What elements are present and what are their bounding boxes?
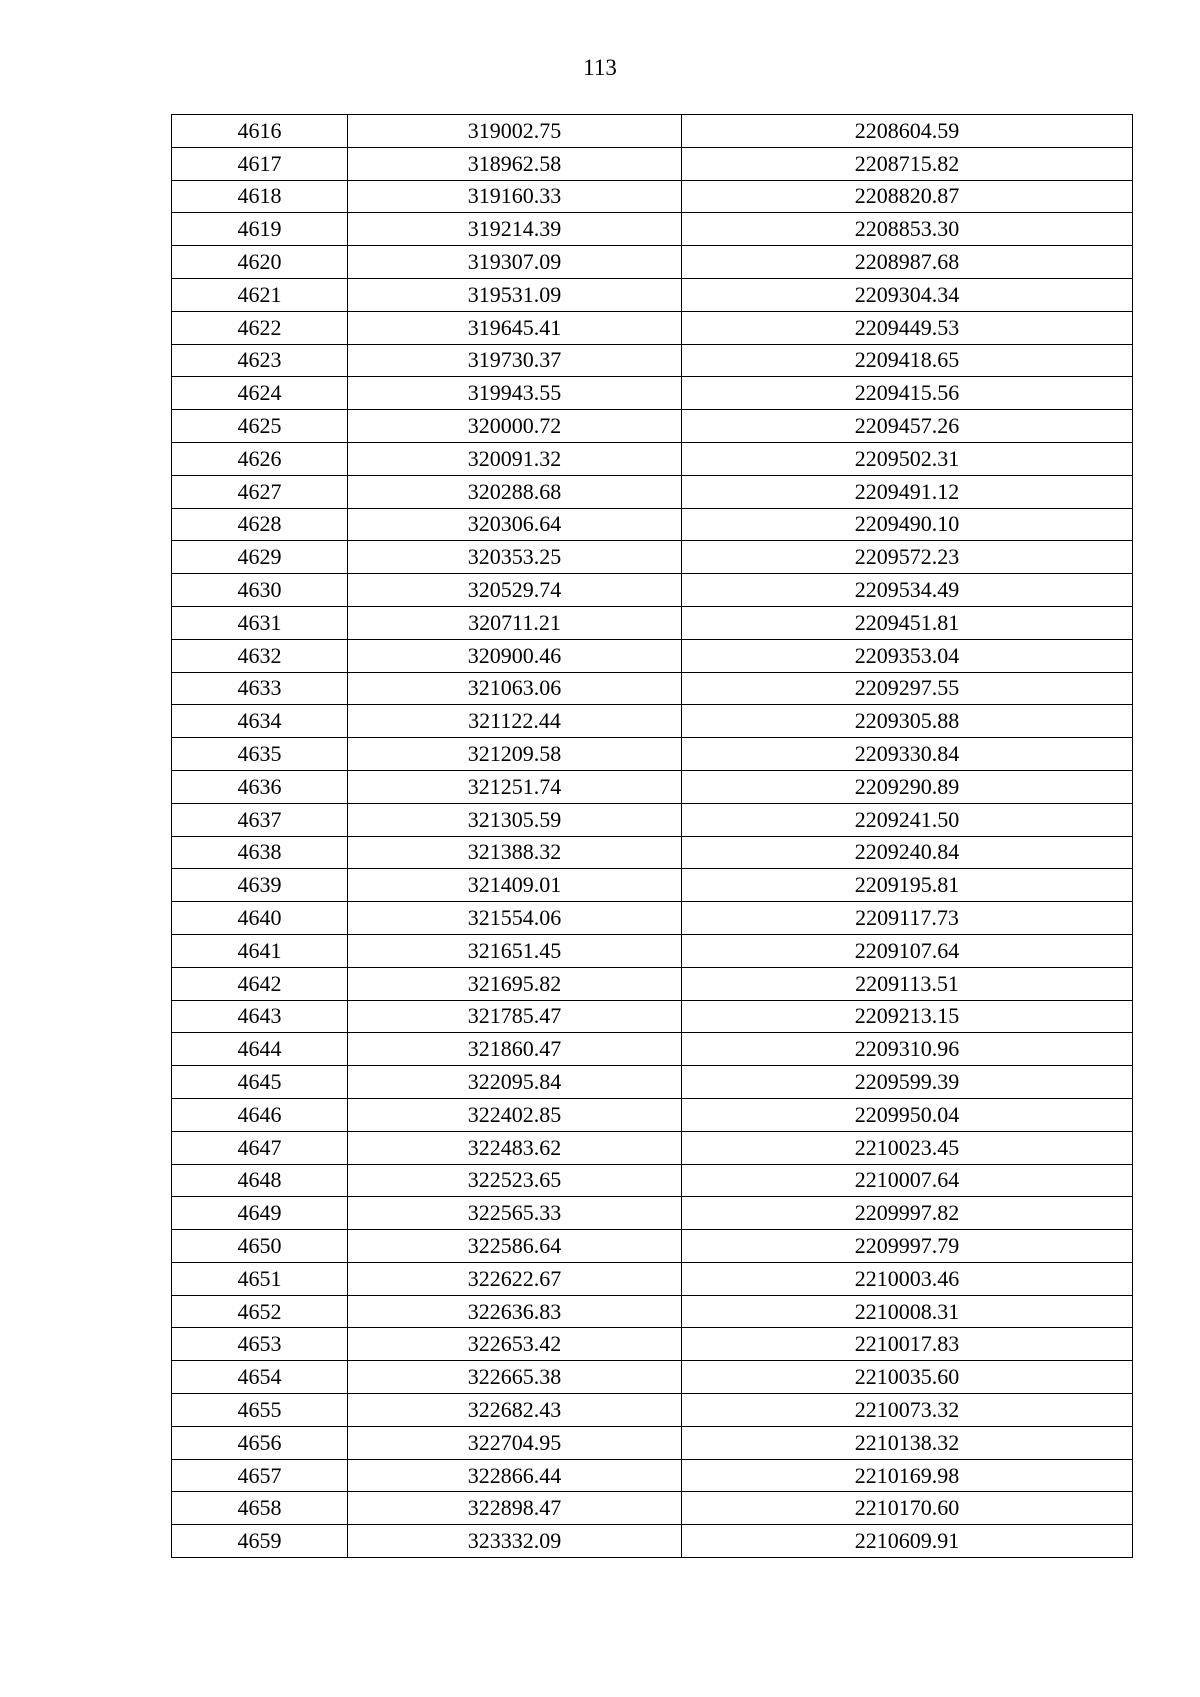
x-coordinate-cell: 320529.74 [348,574,682,607]
y-coordinate-cell: 2210073.32 [682,1394,1133,1427]
x-coordinate-cell: 321251.74 [348,770,682,803]
y-coordinate-cell: 2209107.64 [682,934,1133,967]
table-row [172,1328,1133,1361]
table-row [172,1361,1133,1394]
table-row [172,147,1133,180]
page-number: 113 [583,55,617,80]
table-row [172,738,1133,771]
x-coordinate-cell: 321063.06 [348,672,682,705]
point-number-cell: 4647 [172,1131,348,1164]
point-number-cell: 4651 [172,1262,348,1295]
table-row [172,1197,1133,1230]
x-coordinate-cell: 320353.25 [348,541,682,574]
point-number-cell: 4641 [172,934,348,967]
table-row [172,934,1133,967]
point-number-cell: 4631 [172,606,348,639]
table-row [172,574,1133,607]
table-row [172,508,1133,541]
point-number-cell: 4617 [172,147,348,180]
point-number-cell: 4652 [172,1295,348,1328]
point-number-cell: 4638 [172,836,348,869]
point-number-cell: 4657 [172,1459,348,1492]
point-number-cell: 4635 [172,738,348,771]
table-row [172,180,1133,213]
y-coordinate-cell: 2209491.12 [682,475,1133,508]
x-coordinate-cell: 321409.01 [348,869,682,902]
x-coordinate-cell: 318962.58 [348,147,682,180]
point-number-cell: 4624 [172,377,348,410]
table-row [172,869,1133,902]
point-number-cell: 4645 [172,1066,348,1099]
point-number-cell: 4629 [172,541,348,574]
y-coordinate-cell: 2210003.46 [682,1262,1133,1295]
point-number-cell: 4630 [172,574,348,607]
y-coordinate-cell: 2210609.91 [682,1525,1133,1558]
point-number-cell: 4633 [172,672,348,705]
table-row [172,803,1133,836]
y-coordinate-cell: 2210007.64 [682,1164,1133,1197]
y-coordinate-cell: 2209213.15 [682,1000,1133,1033]
table-row [172,246,1133,279]
x-coordinate-cell: 319214.39 [348,213,682,246]
y-coordinate-cell: 2208604.59 [682,115,1133,148]
y-coordinate-cell: 2209305.88 [682,705,1133,738]
y-coordinate-cell: 2209330.84 [682,738,1133,771]
y-coordinate-cell: 2209304.34 [682,278,1133,311]
point-number-cell: 4639 [172,869,348,902]
y-coordinate-cell: 2210023.45 [682,1131,1133,1164]
y-coordinate-cell: 2209290.89 [682,770,1133,803]
coordinates-table-body [172,115,1133,1558]
y-coordinate-cell: 2210035.60 [682,1361,1133,1394]
x-coordinate-cell: 320288.68 [348,475,682,508]
table-row [172,1426,1133,1459]
x-coordinate-cell: 322898.47 [348,1492,682,1525]
point-number-cell: 4623 [172,344,348,377]
y-coordinate-cell: 2209353.04 [682,639,1133,672]
point-number-cell: 4622 [172,311,348,344]
x-coordinate-cell: 321695.82 [348,967,682,1000]
table-row [172,1525,1133,1558]
y-coordinate-cell: 2210169.98 [682,1459,1133,1492]
x-coordinate-cell: 320306.64 [348,508,682,541]
y-coordinate-cell: 2208820.87 [682,180,1133,213]
y-coordinate-cell: 2209997.79 [682,1230,1133,1263]
x-coordinate-cell: 319645.41 [348,311,682,344]
table-row [172,770,1133,803]
table-row [172,410,1133,443]
table-row [172,672,1133,705]
y-coordinate-cell: 2209997.82 [682,1197,1133,1230]
table-row [172,902,1133,935]
x-coordinate-cell: 322402.85 [348,1098,682,1131]
y-coordinate-cell: 2209950.04 [682,1098,1133,1131]
table-row [172,967,1133,1000]
table-row [172,344,1133,377]
point-number-cell: 4653 [172,1328,348,1361]
point-number-cell: 4650 [172,1230,348,1263]
table-row [172,836,1133,869]
point-number-cell: 4627 [172,475,348,508]
x-coordinate-cell: 322704.95 [348,1426,682,1459]
y-coordinate-cell: 2209502.31 [682,442,1133,475]
x-coordinate-cell: 320900.46 [348,639,682,672]
table-row [172,213,1133,246]
point-number-cell: 4618 [172,180,348,213]
point-number-cell: 4632 [172,639,348,672]
point-number-cell: 4640 [172,902,348,935]
table-row [172,1000,1133,1033]
point-number-cell: 4621 [172,278,348,311]
x-coordinate-cell: 321651.45 [348,934,682,967]
y-coordinate-cell: 2209490.10 [682,508,1133,541]
point-number-cell: 4636 [172,770,348,803]
table-row [172,1459,1133,1492]
table-row [172,639,1133,672]
point-number-cell: 4649 [172,1197,348,1230]
point-number-cell: 4626 [172,442,348,475]
y-coordinate-cell: 2209572.23 [682,541,1133,574]
x-coordinate-cell: 322586.64 [348,1230,682,1263]
x-coordinate-cell: 322682.43 [348,1394,682,1427]
x-coordinate-cell: 320711.21 [348,606,682,639]
table-row [172,278,1133,311]
y-coordinate-cell: 2208715.82 [682,147,1133,180]
x-coordinate-cell: 319531.09 [348,278,682,311]
table-row [172,442,1133,475]
table-row [172,115,1133,148]
x-coordinate-cell: 321209.58 [348,738,682,771]
y-coordinate-cell: 2209449.53 [682,311,1133,344]
y-coordinate-cell: 2209534.49 [682,574,1133,607]
x-coordinate-cell: 321785.47 [348,1000,682,1033]
point-number-cell: 4628 [172,508,348,541]
x-coordinate-cell: 321860.47 [348,1033,682,1066]
y-coordinate-cell: 2210008.31 [682,1295,1133,1328]
x-coordinate-cell: 319730.37 [348,344,682,377]
point-number-cell: 4642 [172,967,348,1000]
y-coordinate-cell: 2210138.32 [682,1426,1133,1459]
point-number-cell: 4656 [172,1426,348,1459]
table-row [172,1098,1133,1131]
x-coordinate-cell: 322523.65 [348,1164,682,1197]
coordinates-table [171,114,1133,1558]
x-coordinate-cell: 319307.09 [348,246,682,279]
x-coordinate-cell: 319160.33 [348,180,682,213]
point-number-cell: 4646 [172,1098,348,1131]
y-coordinate-cell: 2209418.65 [682,344,1133,377]
point-number-cell: 4616 [172,115,348,148]
x-coordinate-cell: 322653.42 [348,1328,682,1361]
point-number-cell: 4643 [172,1000,348,1033]
y-coordinate-cell: 2209310.96 [682,1033,1133,1066]
y-coordinate-cell: 2209240.84 [682,836,1133,869]
y-coordinate-cell: 2210170.60 [682,1492,1133,1525]
table-row [172,1262,1133,1295]
x-coordinate-cell: 322565.33 [348,1197,682,1230]
x-coordinate-cell: 322483.62 [348,1131,682,1164]
table-row [172,1492,1133,1525]
table-row [172,541,1133,574]
x-coordinate-cell: 321554.06 [348,902,682,935]
y-coordinate-cell: 2209599.39 [682,1066,1133,1099]
point-number-cell: 4644 [172,1033,348,1066]
y-coordinate-cell: 2209195.81 [682,869,1133,902]
point-number-cell: 4634 [172,705,348,738]
table-row [172,1131,1133,1164]
table-row [172,1033,1133,1066]
table-row [172,1164,1133,1197]
y-coordinate-cell: 2208853.30 [682,213,1133,246]
x-coordinate-cell: 322095.84 [348,1066,682,1099]
x-coordinate-cell: 319002.75 [348,115,682,148]
table-row [172,1394,1133,1427]
point-number-cell: 4619 [172,213,348,246]
table-row [172,1230,1133,1263]
y-coordinate-cell: 2209297.55 [682,672,1133,705]
y-coordinate-cell: 2210017.83 [682,1328,1133,1361]
x-coordinate-cell: 319943.55 [348,377,682,410]
x-coordinate-cell: 320091.32 [348,442,682,475]
table-row [172,705,1133,738]
x-coordinate-cell: 322636.83 [348,1295,682,1328]
point-number-cell: 4658 [172,1492,348,1525]
point-number-cell: 4620 [172,246,348,279]
x-coordinate-cell: 322622.67 [348,1262,682,1295]
table-row [172,1295,1133,1328]
point-number-cell: 4655 [172,1394,348,1427]
point-number-cell: 4625 [172,410,348,443]
y-coordinate-cell: 2209451.81 [682,606,1133,639]
x-coordinate-cell: 321305.59 [348,803,682,836]
y-coordinate-cell: 2209241.50 [682,803,1133,836]
table-row [172,377,1133,410]
x-coordinate-cell: 321122.44 [348,705,682,738]
x-coordinate-cell: 323332.09 [348,1525,682,1558]
point-number-cell: 4659 [172,1525,348,1558]
point-number-cell: 4637 [172,803,348,836]
point-number-cell: 4648 [172,1164,348,1197]
y-coordinate-cell: 2209415.56 [682,377,1133,410]
x-coordinate-cell: 322665.38 [348,1361,682,1394]
y-coordinate-cell: 2209117.73 [682,902,1133,935]
y-coordinate-cell: 2208987.68 [682,246,1133,279]
x-coordinate-cell: 320000.72 [348,410,682,443]
table-row [172,606,1133,639]
point-number-cell: 4654 [172,1361,348,1394]
table-row [172,311,1133,344]
x-coordinate-cell: 321388.32 [348,836,682,869]
x-coordinate-cell: 322866.44 [348,1459,682,1492]
table-row [172,1066,1133,1099]
table-row [172,475,1133,508]
y-coordinate-cell: 2209113.51 [682,967,1133,1000]
y-coordinate-cell: 2209457.26 [682,410,1133,443]
